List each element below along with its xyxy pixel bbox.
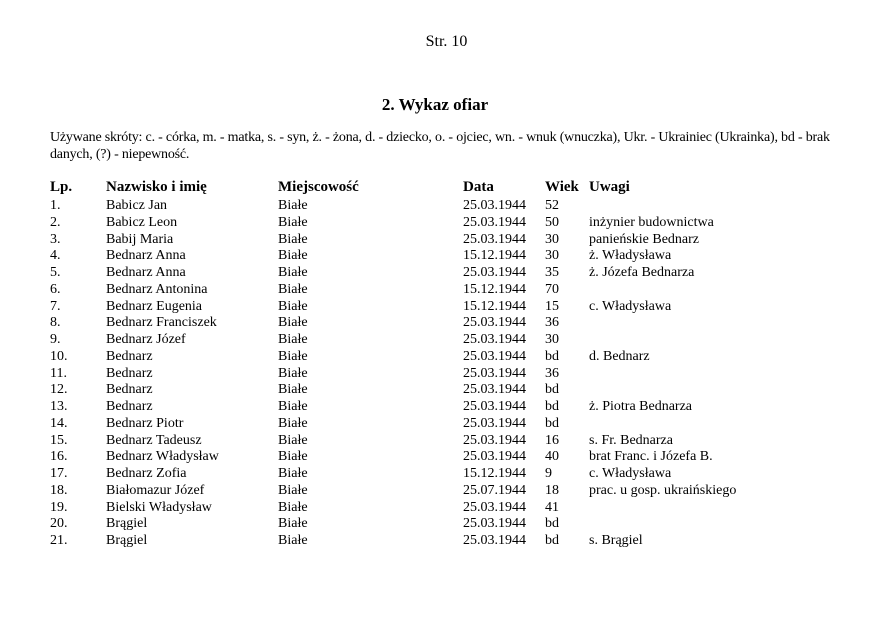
cell-date: 25.03.1944 <box>463 516 526 532</box>
cell-name: Bednarz <box>106 382 153 398</box>
table-row <box>50 282 859 299</box>
cell-notes: ż. Władysława <box>589 248 672 264</box>
table-row <box>50 516 859 533</box>
cell-name: Brągiel <box>106 533 148 548</box>
table-row <box>50 366 859 383</box>
cell-age: 9 <box>545 466 552 481</box>
cell-date: 25.03.1944 <box>463 265 526 280</box>
cell-age: bd <box>545 533 559 548</box>
header-notes: Uwagi <box>589 179 630 195</box>
cell-date: 15.12.1944 <box>463 466 526 481</box>
cell-notes: brat Franc. i Józefa B. <box>589 449 713 465</box>
cell-name: Bednarz Józef <box>106 332 186 347</box>
cell-lp: 16. <box>50 449 68 465</box>
cell-lp: 4. <box>50 248 61 264</box>
header-date: Data <box>463 179 494 195</box>
cell-name: Bednarz <box>106 365 153 381</box>
cell-lp: 18. <box>50 482 68 498</box>
cell-name: Bednarz Anna <box>106 265 186 280</box>
cell-place: Białe <box>278 298 308 314</box>
cell-place: Białe <box>278 214 308 230</box>
cell-lp: 20. <box>50 516 68 532</box>
cell-date: 25.03.1944 <box>463 382 526 398</box>
cell-age: 36 <box>545 365 559 381</box>
table-row <box>50 332 859 349</box>
cell-lp: 21. <box>50 533 68 548</box>
cell-name: Bednarz Eugenia <box>106 298 203 314</box>
cell-age: 30 <box>545 231 559 247</box>
cell-notes: prac. u gosp. ukraińskiego <box>589 482 737 498</box>
cell-name: Bednarz Piotr <box>106 415 184 431</box>
cell-date: 25.07.1944 <box>463 482 526 498</box>
cell-place: Białe <box>278 399 308 414</box>
cell-age: 35 <box>545 265 559 280</box>
header-name: Nazwisko i imię <box>106 179 207 195</box>
cell-lp: 14. <box>50 415 68 431</box>
table-row <box>50 232 859 249</box>
cell-age: bd <box>545 399 559 414</box>
cell-notes: s. Fr. Bednarza <box>589 432 673 448</box>
cell-date: 15.12.1944 <box>463 248 526 264</box>
abbreviations-legend: Używane skróty: c. - córka, m. - matka, s. - syn, ż. - żona, d. - dziecko, o. - ojciec, wn. - wnuk (wnuczka), Ukr. - Ukrainiec (Ukrainka), bd - brak danych, (?) - niepewność. <box>50 130 830 162</box>
table-row <box>50 382 859 399</box>
table-row <box>50 533 859 550</box>
cell-name: Bednarz Anna <box>106 248 186 264</box>
cell-lp: 13. <box>50 399 68 414</box>
cell-lp: 19. <box>50 499 68 515</box>
cell-place: Białe <box>278 382 308 398</box>
cell-place: Białe <box>278 281 308 297</box>
cell-place: Białe <box>278 516 308 532</box>
cell-place: Białe <box>278 198 308 213</box>
cell-place: Białe <box>278 415 308 431</box>
cell-date: 25.03.1944 <box>463 365 526 381</box>
cell-notes: c. Władysława <box>589 298 672 314</box>
cell-lp: 17. <box>50 466 68 481</box>
cell-date: 25.03.1944 <box>463 449 526 465</box>
cell-notes: inżynier budownictwa <box>589 214 714 230</box>
table-row <box>50 399 859 416</box>
cell-name: Brągiel <box>106 516 148 532</box>
cell-place: Białe <box>278 466 308 481</box>
cell-notes <box>589 282 859 299</box>
cell-place: Białe <box>278 449 308 465</box>
cell-notes <box>589 315 859 332</box>
section-title: 2. Wykaz ofiar <box>381 95 489 114</box>
cell-lp: 2. <box>50 214 61 230</box>
cell-date: 25.03.1944 <box>463 432 526 448</box>
table-row <box>50 198 859 215</box>
cell-notes <box>589 198 859 215</box>
cell-date: 25.03.1944 <box>463 214 526 230</box>
header-age: Wiek <box>545 179 579 195</box>
victims-table <box>50 178 859 550</box>
table-row <box>50 466 859 483</box>
cell-lp: 9. <box>50 332 61 347</box>
cell-place: Białe <box>278 348 308 364</box>
cell-name: Bednarz Władysław <box>106 449 219 465</box>
cell-notes: panieńskie Bednarz <box>589 231 700 247</box>
cell-notes: ż. Piotra Bednarza <box>589 399 693 414</box>
cell-age: 18 <box>545 482 559 498</box>
cell-notes <box>589 366 859 383</box>
cell-date: 25.03.1944 <box>463 198 526 213</box>
table-row <box>50 349 859 366</box>
cell-place: Białe <box>278 265 308 280</box>
cell-notes <box>589 382 859 399</box>
table-row <box>50 416 859 433</box>
cell-name: Bednarz <box>106 399 153 414</box>
cell-name: Babicz Jan <box>106 198 168 213</box>
cell-place: Białe <box>278 482 308 498</box>
cell-notes: ż. Józefa Bednarza <box>589 265 695 280</box>
page-number: Str. 10 <box>425 33 468 50</box>
cell-notes <box>589 516 859 533</box>
table-row <box>50 500 859 517</box>
table-row <box>50 483 859 500</box>
cell-place: Białe <box>278 248 308 264</box>
cell-lp: 1. <box>50 198 61 213</box>
cell-date: 25.03.1944 <box>463 315 526 331</box>
cell-notes: c. Władysława <box>589 466 672 481</box>
cell-age: bd <box>545 516 559 532</box>
table-row <box>50 449 859 466</box>
cell-lp: 3. <box>50 231 61 247</box>
cell-date: 15.12.1944 <box>463 281 526 297</box>
cell-name: Bielski Władysław <box>106 499 212 515</box>
cell-name: Bednarz Franciszek <box>106 315 217 331</box>
cell-age: 50 <box>545 214 559 230</box>
cell-place: Białe <box>278 231 308 247</box>
cell-lp: 10. <box>50 348 68 364</box>
cell-date: 25.03.1944 <box>463 415 526 431</box>
cell-age: 40 <box>545 449 559 465</box>
cell-name: Babicz Leon <box>106 214 178 230</box>
cell-notes: d. Bednarz <box>589 348 650 364</box>
cell-place: Białe <box>278 365 308 381</box>
cell-place: Białe <box>278 499 308 515</box>
cell-lp: 15. <box>50 432 68 448</box>
cell-age: 15 <box>545 298 559 314</box>
cell-lp: 5. <box>50 265 61 280</box>
table-row <box>50 215 859 232</box>
cell-notes <box>589 500 859 517</box>
cell-age: 52 <box>545 198 559 213</box>
cell-age: 41 <box>545 499 559 515</box>
cell-lp: 7. <box>50 298 61 314</box>
cell-date: 15.12.1944 <box>463 298 526 314</box>
cell-name: Bednarz Tadeusz <box>106 432 202 448</box>
cell-notes <box>589 332 859 349</box>
table-row <box>50 248 859 265</box>
cell-date: 25.03.1944 <box>463 348 526 364</box>
cell-notes <box>589 416 859 433</box>
cell-date: 25.03.1944 <box>463 332 526 347</box>
cell-age: 30 <box>545 332 559 347</box>
table-row <box>50 265 859 282</box>
cell-date: 25.03.1944 <box>463 533 526 548</box>
cell-place: Białe <box>278 315 308 331</box>
cell-lp: 6. <box>50 281 61 297</box>
cell-place: Białe <box>278 533 308 548</box>
cell-age: 70 <box>545 281 559 297</box>
cell-notes: s. Brągiel <box>589 533 643 548</box>
cell-name: Białomazur Józef <box>106 482 205 498</box>
cell-name: Bednarz <box>106 348 153 364</box>
cell-name: Bednarz Zofia <box>106 466 187 481</box>
table-row <box>50 433 859 450</box>
table-body <box>50 198 859 550</box>
cell-place: Białe <box>278 332 308 347</box>
cell-age: 30 <box>545 248 559 264</box>
cell-age: bd <box>545 382 559 398</box>
cell-age: bd <box>545 415 559 431</box>
table-row <box>50 299 859 316</box>
cell-name: Babij Maria <box>106 231 174 247</box>
cell-lp: 12. <box>50 382 68 398</box>
cell-age: 16 <box>545 432 559 448</box>
table-row <box>50 315 859 332</box>
cell-lp: 8. <box>50 315 61 331</box>
cell-date: 25.03.1944 <box>463 399 526 414</box>
header-place: Miejscowość <box>278 179 359 195</box>
cell-name: Bednarz Antonina <box>106 281 208 297</box>
cell-age: 36 <box>545 315 559 331</box>
header-lp: Lp. <box>50 179 73 195</box>
table-header-row <box>50 178 859 198</box>
cell-age: bd <box>545 348 559 364</box>
cell-date: 25.03.1944 <box>463 499 526 515</box>
cell-date: 25.03.1944 <box>463 231 526 247</box>
cell-lp: 11. <box>50 365 67 381</box>
cell-place: Białe <box>278 432 308 448</box>
